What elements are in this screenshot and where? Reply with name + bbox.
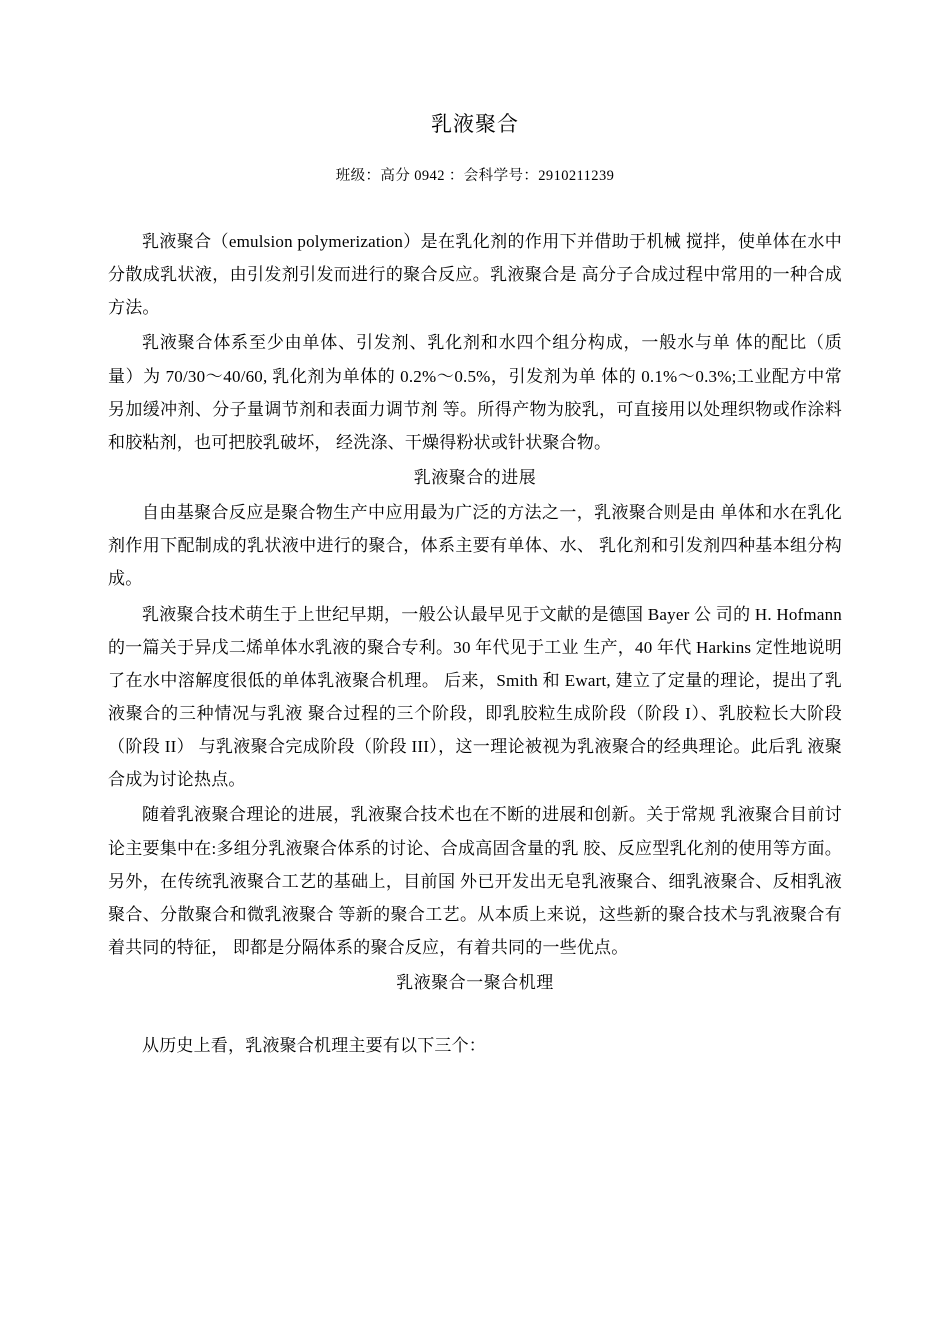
body-paragraph: 随着乳液聚合理论的进展，乳液聚合技术也在不断的进展和创新。关于常规 乳液聚合目前讨论主要集中在:多组分乳液聚合体系的讨论、合成高固含量的乳 胶、反应型乳化剂的使用等方面。另外，在传统乳液聚合工艺的基础上，目前国 外已开发出无皂乳液聚合、细乳液聚合、反相乳液聚合、分散聚合和微乳液聚合 等新的聚合工艺。从本质上来说，这些新的聚合技术与乳液聚合有着共同的特征， 即都是分隔体系的聚合反应，有着共同的一些优点。	[108, 805, 842, 957]
body-paragraph: 乳液聚合技术萌生于上世纪早期，一般公认最早见于文献的是德国 Bayer 公 司的 H. Hofmann 的一篇关于异戊二烯单体水乳液的聚合专利。30 年代见于工业 生产，40 年代 Harkins 定性地说明了在水中溶解度很低的单体乳液聚合机理。 后来，Smith 和 Ewart, 建立了定量的理论，提出了乳液聚合的三种情况与乳液 聚合过程的三个阶段，即乳胶粒生成阶段（阶段 I）、乳胶粒长大阶段（阶段 II） 与乳液聚合完成阶段（阶段 III），这一理论被视为乳液聚合的经典理论。此后乳 液聚合成为讨论热点。	[108, 604, 842, 790]
body-paragraph: 乳液聚合体系至少由单体、引发剂、乳化剂和水四个组分构成，一般水与单 体的配比（质量）为 70/30〜40/60, 乳化剂为单体的 0.2%〜0.5%，引发剂为单 体的 0.1%〜0.3%;工业配方中常另加缓冲剂、分子量调节剂和表面力调节剂 等。所得产物为胶乳，可直接用以处理织物或作涂料和胶粘剂，也可把胶乳破坏， 经洗涤、干燥得粉状或针状聚合物。	[108, 333, 842, 452]
section-heading: 乳液聚合的进展	[413, 467, 537, 487]
document-subtitle: 班级：高分 0942 ：会科学号：2910211239	[335, 168, 615, 184]
page-title: 乳液聚合	[431, 112, 519, 136]
section-heading: 乳液聚合一聚合机理	[396, 973, 554, 993]
body-paragraph: 乳液聚合（emulsion polymerization）是在乳化剂的作用下并借助于机械 搅拌，使单体在水中分散成乳状液，由引发剂引发而进行的聚合反应。乳液聚合是 高分子合成过程中常用的一种合成方法。	[108, 232, 842, 318]
body-paragraph: 从历史上看，乳液聚合机理主要有以下三个：	[142, 1036, 486, 1056]
body-paragraph: 自由基聚合反应是聚合物生产中应用最为广泛的方法之一，乳液聚合则是由 单体和水在乳化剂作用下配制成的乳状液中进行的聚合，体系主要有单体、水、 乳化剂和引发剂四种基本组分构成。	[108, 503, 842, 589]
document-body	[108, 225, 842, 1062]
